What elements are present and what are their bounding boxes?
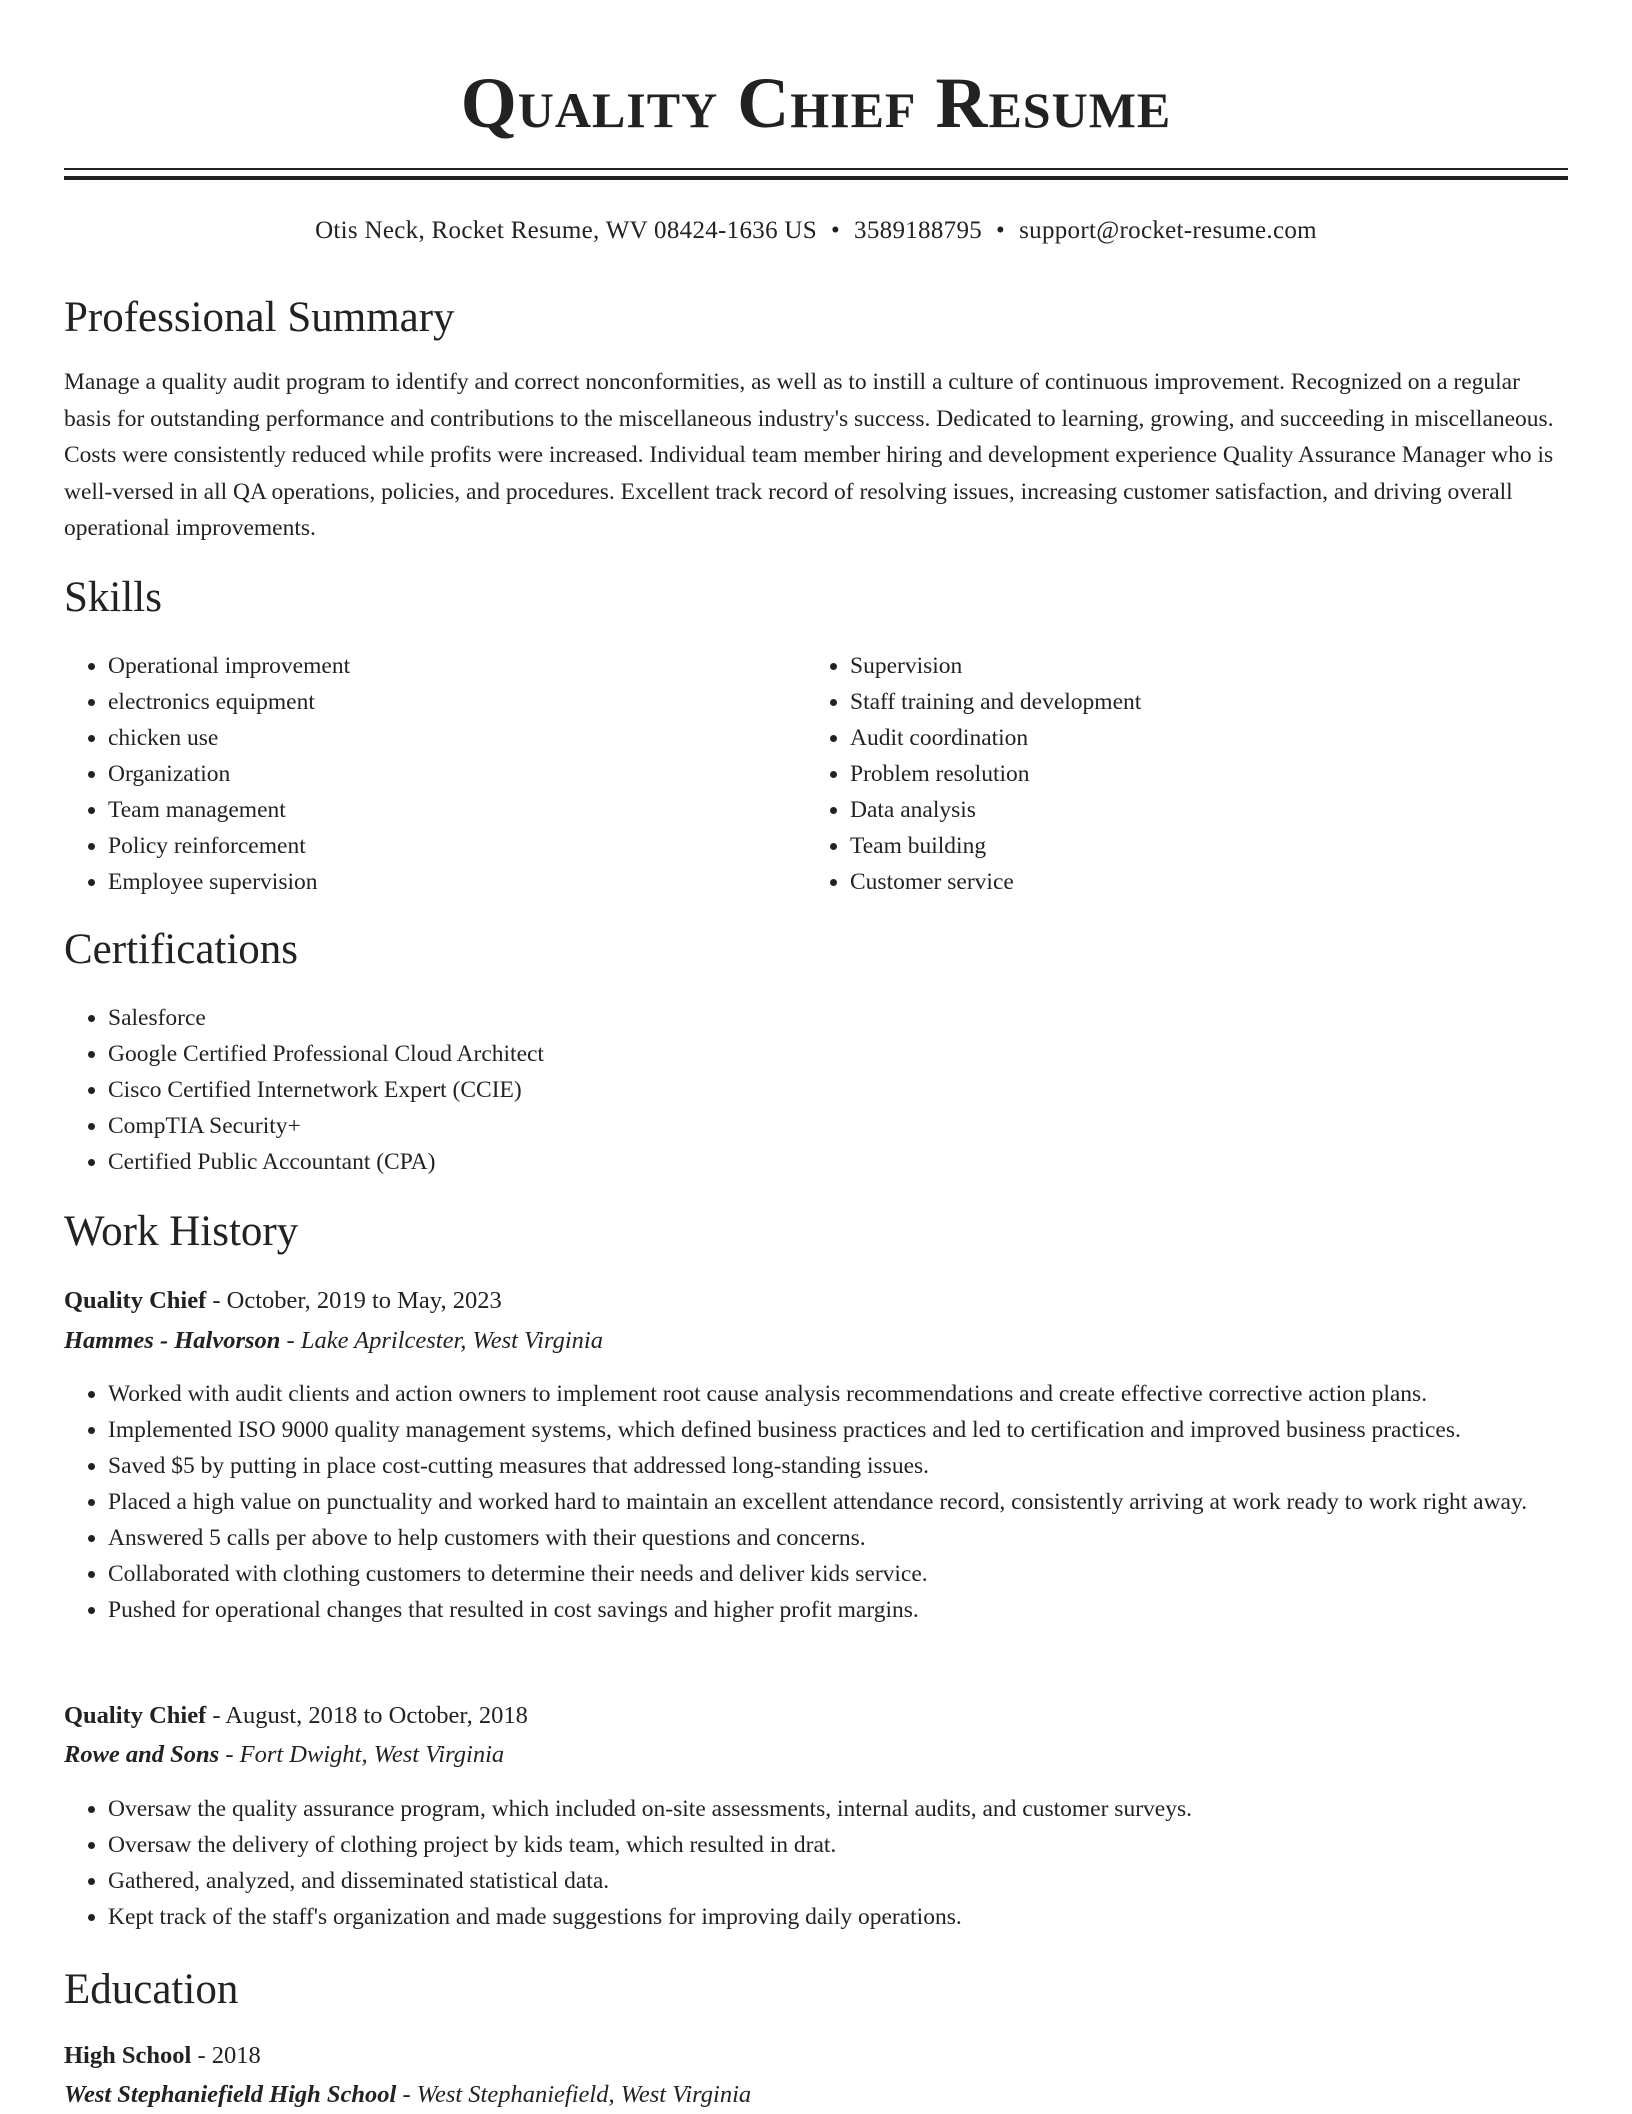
- skill-item: • Customer service: [850, 864, 1550, 900]
- job-title-line: [64, 1697, 528, 1735]
- work-history-heading: Work History: [64, 1208, 299, 1255]
- skill-item: • Employee supervision: [108, 864, 788, 900]
- education-school-line: [64, 2076, 751, 2114]
- skills-list-right: [806, 648, 1550, 900]
- job-bullets: [64, 1376, 1608, 1628]
- job-bullet: • Pushed for operational changes that resulted in cost savings and higher profit margins.: [108, 1592, 1608, 1628]
- skill-item: • Data analysis: [850, 792, 1550, 828]
- job-bullet: • Gathered, analyzed, and disseminated statistical data.: [108, 1863, 1608, 1899]
- certification-item: • Salesforce: [108, 1000, 1508, 1036]
- contact-email: support@rocket-resume.com: [1019, 217, 1317, 244]
- job-bullet: • Saved $5 by putting in place cost-cutting measures that addressed long-standing issues.: [108, 1448, 1608, 1484]
- education-year: - 2018: [191, 2042, 261, 2069]
- certifications-heading: Certifications: [64, 926, 299, 973]
- skill-item: • Policy reinforcement: [108, 828, 788, 864]
- contact-address: Otis Neck, Rocket Resume, WV 08424-1636 US: [315, 217, 817, 244]
- certification-item: • Cisco Certified Internetwork Expert (CCIE): [108, 1072, 1508, 1108]
- job-title: Quality Chief: [64, 1702, 207, 1729]
- education-degree: High School: [64, 2042, 192, 2069]
- skills-list-left: [64, 648, 788, 900]
- job-bullet: • Oversaw the delivery of clothing project by kids team, which resulted in drat.: [108, 1827, 1608, 1863]
- job-location: - Fort Dwight, West Virginia: [219, 1741, 505, 1768]
- skill-item: • Team management: [108, 792, 788, 828]
- summary-heading: Professional Summary: [64, 294, 455, 341]
- skill-item: • chicken use: [108, 720, 788, 756]
- skill-item: • Audit coordination: [850, 720, 1550, 756]
- contact-phone: 3589188795: [854, 217, 983, 244]
- title-divider: [64, 168, 1568, 180]
- skills-heading: Skills: [64, 574, 162, 621]
- job-company: Rowe and Sons: [64, 1741, 220, 1768]
- skill-item: • electronics equipment: [108, 684, 788, 720]
- job-dates: - August, 2018 to October, 2018: [206, 1702, 528, 1729]
- certification-item: • CompTIA Security+: [108, 1108, 1508, 1144]
- certifications-list: [64, 1000, 1508, 1180]
- skill-item: • Problem resolution: [850, 756, 1550, 792]
- job-location: - Lake Aprilcester, West Virginia: [280, 1327, 603, 1354]
- job-bullet: • Collaborated with clothing customers to determine their needs and deliver kids service.: [108, 1556, 1608, 1592]
- education-location: - West Stephaniefield, West Virginia: [396, 2081, 752, 2108]
- certification-item: • Certified Public Accountant (CPA): [108, 1144, 1508, 1180]
- job-bullets: [64, 1791, 1608, 1935]
- job-title: Quality Chief: [64, 1287, 207, 1314]
- skill-item: • Operational improvement: [108, 648, 788, 684]
- skill-item: • Organization: [108, 756, 788, 792]
- skill-item: • Supervision: [850, 648, 1550, 684]
- contact-line: [0, 214, 1632, 248]
- contact-separator: •: [830, 217, 841, 244]
- contact-separator: •: [996, 217, 1006, 244]
- skill-item: • Team building: [850, 828, 1550, 864]
- job-bullet: • Kept track of the staff's organization and made suggestions for improving daily operations.: [108, 1899, 1608, 1935]
- job-company: Hammes - Halvorson: [64, 1327, 281, 1354]
- job-bullet: • Placed a high value on punctuality and worked hard to maintain an excellent attendance record, consistently arriving at work ready to work right away.: [108, 1484, 1608, 1520]
- education-degree-line: [64, 2037, 261, 2075]
- education-school: West Stephaniefield High School: [64, 2081, 397, 2108]
- certification-item: • Google Certified Professional Cloud Architect: [108, 1036, 1508, 1072]
- page-title: Quality Chief Resume: [460, 63, 1172, 143]
- job-bullet: • Oversaw the quality assurance program, which included on-site assessments, internal audits, and customer surveys.: [108, 1791, 1608, 1827]
- job-bullet: • Implemented ISO 9000 quality management systems, which defined business practices and led to certification and improved business practices.: [108, 1412, 1608, 1448]
- job-dates: - October, 2019 to May, 2023: [206, 1287, 502, 1314]
- skill-item: • Staff training and development: [850, 684, 1550, 720]
- summary-text: Manage a quality audit program to identify and correct nonconformities, as well as to instill a culture of continuous improvement. Recognized on a regular basis for outstanding performance and contributions to the miscellaneous industry's success. Dedicated to learning, growing, and succeeding in miscellaneous. Costs were consistently reduced while profits were increased. Individual team member hiring and development experience Quality Assurance Manager who is well-versed in all QA operations, policies, and procedures. Excellent track record of resolving issues, increasing customer satisfaction, and driving overall operational improvements.: [64, 369, 1554, 541]
- job-bullet: • Answered 5 calls per above to help customers with their questions and concerns.: [108, 1520, 1608, 1556]
- job-company-line: [64, 1736, 504, 1774]
- education-heading: Education: [64, 1966, 239, 2013]
- job-title-line: [64, 1282, 502, 1320]
- job-bullet: • Worked with audit clients and action owners to implement root cause analysis recommendations and create effective corrective action plans.: [108, 1376, 1608, 1412]
- job-company-line: [64, 1322, 603, 1360]
